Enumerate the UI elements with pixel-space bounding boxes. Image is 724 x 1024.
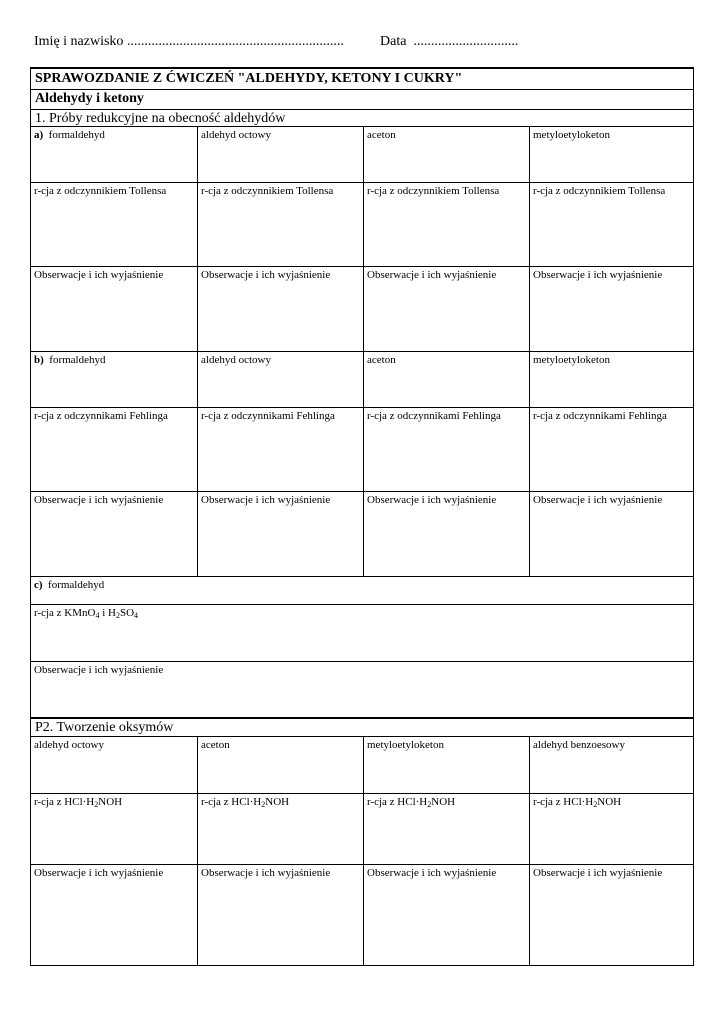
compound-name: aldehyd octowy bbox=[201, 129, 271, 141]
part2-compound-cell[interactable] bbox=[31, 737, 197, 793]
observation-cell[interactable] bbox=[529, 492, 693, 576]
observation-cell[interactable] bbox=[197, 267, 363, 351]
observation-label: Obserwacje i ich wyjaśnienie bbox=[34, 867, 164, 879]
observation-label: Obserwacje i ich wyjaśnienie bbox=[34, 664, 164, 676]
part1a-reaction-row bbox=[31, 183, 693, 267]
reaction-label: r-cja z odczynnikiem Tollensa bbox=[533, 185, 666, 197]
report-title: SPRAWOZDANIE Z ĆWICZEŃ "ALDEHYDY, KETONY I CUKRY" bbox=[31, 69, 693, 90]
part1b-compound-cell[interactable] bbox=[31, 352, 197, 407]
part1b-compound-cell[interactable] bbox=[197, 352, 363, 407]
observation-label: Obserwacje i ich wyjaśnienie bbox=[367, 494, 497, 506]
compound-name: formaldehyd bbox=[48, 579, 105, 591]
reaction-cell[interactable] bbox=[31, 408, 197, 491]
observation-label: Obserwacje i ich wyjaśnienie bbox=[201, 494, 331, 506]
part1-heading: 1. Próby redukcyjne na obecność aldehydów bbox=[31, 110, 693, 127]
report-sheet bbox=[30, 67, 694, 966]
compound-name: aceton bbox=[201, 739, 230, 751]
reaction-cell[interactable] bbox=[197, 408, 363, 491]
observation-label: Obserwacje i ich wyjaśnienie bbox=[367, 269, 497, 281]
observation-cell[interactable] bbox=[31, 865, 197, 965]
part1b-compound-cell[interactable] bbox=[529, 352, 693, 407]
part2-compound-cell[interactable] bbox=[363, 737, 529, 793]
compound-name: aceton bbox=[367, 354, 396, 366]
part1a-observation-row bbox=[31, 267, 693, 352]
reaction-cell[interactable] bbox=[529, 183, 693, 266]
compound-name: aldehyd octowy bbox=[34, 739, 104, 751]
part1b-observation-row bbox=[31, 492, 693, 577]
reaction-cell[interactable] bbox=[363, 183, 529, 266]
observation-label: Obserwacje i ich wyjaśnienie bbox=[201, 867, 331, 879]
observation-cell[interactable] bbox=[529, 865, 693, 965]
part1b-compound-cell[interactable] bbox=[363, 352, 529, 407]
compound-name: aceton bbox=[367, 129, 396, 141]
part1a-compound-cell[interactable] bbox=[197, 127, 363, 182]
reaction-cell[interactable] bbox=[529, 408, 693, 491]
observation-cell[interactable] bbox=[31, 492, 197, 576]
name-field[interactable]: Imię i nazwisko .............................................................. bbox=[34, 34, 344, 49]
reaction-label: r-cja z odczynnikiem Tollensa bbox=[367, 185, 500, 197]
compound-name: aldehyd octowy bbox=[201, 354, 271, 366]
observation-cell[interactable] bbox=[363, 267, 529, 351]
part1c-reaction-row[interactable] bbox=[31, 605, 693, 662]
part1a-compound-cell[interactable] bbox=[363, 127, 529, 182]
compound-name: formaldehyd bbox=[48, 129, 105, 141]
reaction-cell[interactable] bbox=[363, 794, 529, 864]
observation-label: Obserwacje i ich wyjaśnienie bbox=[34, 269, 164, 281]
part2-observation-row bbox=[31, 865, 693, 965]
compound-name: metyloetyloketon bbox=[533, 354, 610, 366]
reaction-cell[interactable] bbox=[31, 183, 197, 266]
reaction-label: r-cja z odczynnikami Fehlinga bbox=[367, 410, 501, 422]
reaction-label: r-cja z $HCl\cdot H_2NOH$ bbox=[533, 796, 622, 809]
observation-label: Obserwacje i ich wyjaśnienie bbox=[367, 867, 497, 879]
reaction-label: r-cja z odczynnikiem Tollensa bbox=[34, 185, 167, 197]
observation-label: Obserwacje i ich wyjaśnienie bbox=[201, 269, 331, 281]
date-field[interactable]: Data .............................. bbox=[380, 34, 519, 49]
compound-name: formaldehyd bbox=[49, 354, 106, 366]
part1c-label: c) bbox=[34, 579, 43, 591]
part2-compound-cell[interactable] bbox=[529, 737, 693, 793]
observation-label: Obserwacje i ich wyjaśnienie bbox=[533, 867, 663, 879]
part1b-reaction-row bbox=[31, 408, 693, 492]
part1c-observation-row[interactable] bbox=[31, 662, 693, 719]
observation-cell[interactable] bbox=[31, 267, 197, 351]
part1a-compound-cell[interactable] bbox=[31, 127, 197, 182]
reaction-label: r-cja z odczynnikami Fehlinga bbox=[533, 410, 667, 422]
reaction-label: r-cja z $HCl\cdot H_2NOH$ bbox=[367, 796, 456, 809]
observation-cell[interactable] bbox=[363, 865, 529, 965]
reaction-label: r-cja z $HCl\cdot H_2NOH$ bbox=[34, 796, 123, 809]
observation-cell[interactable] bbox=[197, 492, 363, 576]
part2-heading: P2. Tworzenie oksymów bbox=[31, 719, 693, 737]
part1a-compounds-row bbox=[31, 127, 693, 183]
part2-compounds-row bbox=[31, 737, 693, 794]
reaction-cell[interactable] bbox=[197, 794, 363, 864]
reaction-label: r-cja z KMnO$_4$ i $H_2SO_4$ bbox=[34, 607, 139, 620]
observation-cell[interactable] bbox=[197, 865, 363, 965]
reaction-label: r-cja z odczynnikami Fehlinga bbox=[201, 410, 335, 422]
part1a-label: a) bbox=[34, 129, 44, 141]
reaction-cell[interactable] bbox=[197, 183, 363, 266]
part1c-compound-row[interactable] bbox=[31, 577, 693, 605]
compound-name: aldehyd benzoesowy bbox=[533, 739, 625, 751]
part1a-compound-cell[interactable] bbox=[529, 127, 693, 182]
reaction-cell[interactable] bbox=[363, 408, 529, 491]
observation-label: Obserwacje i ich wyjaśnienie bbox=[533, 269, 663, 281]
part2-reaction-row bbox=[31, 794, 693, 865]
reaction-cell[interactable] bbox=[529, 794, 693, 864]
compound-name: metyloetyloketon bbox=[367, 739, 444, 751]
section-heading: Aldehydy i ketony bbox=[31, 90, 693, 110]
part1b-label: b) bbox=[34, 354, 44, 366]
observation-label: Obserwacje i ich wyjaśnienie bbox=[34, 494, 164, 506]
observation-cell[interactable] bbox=[363, 492, 529, 576]
reaction-label: r-cja z odczynnikiem Tollensa bbox=[201, 185, 334, 197]
reaction-label: r-cja z odczynnikami Fehlinga bbox=[34, 410, 168, 422]
observation-cell[interactable] bbox=[529, 267, 693, 351]
part1b-compounds-row bbox=[31, 352, 693, 408]
reaction-cell[interactable] bbox=[31, 794, 197, 864]
compound-name: metyloetyloketon bbox=[533, 129, 610, 141]
observation-label: Obserwacje i ich wyjaśnienie bbox=[533, 494, 663, 506]
reaction-label: r-cja z $HCl\cdot H_2NOH$ bbox=[201, 796, 290, 809]
part2-compound-cell[interactable] bbox=[197, 737, 363, 793]
